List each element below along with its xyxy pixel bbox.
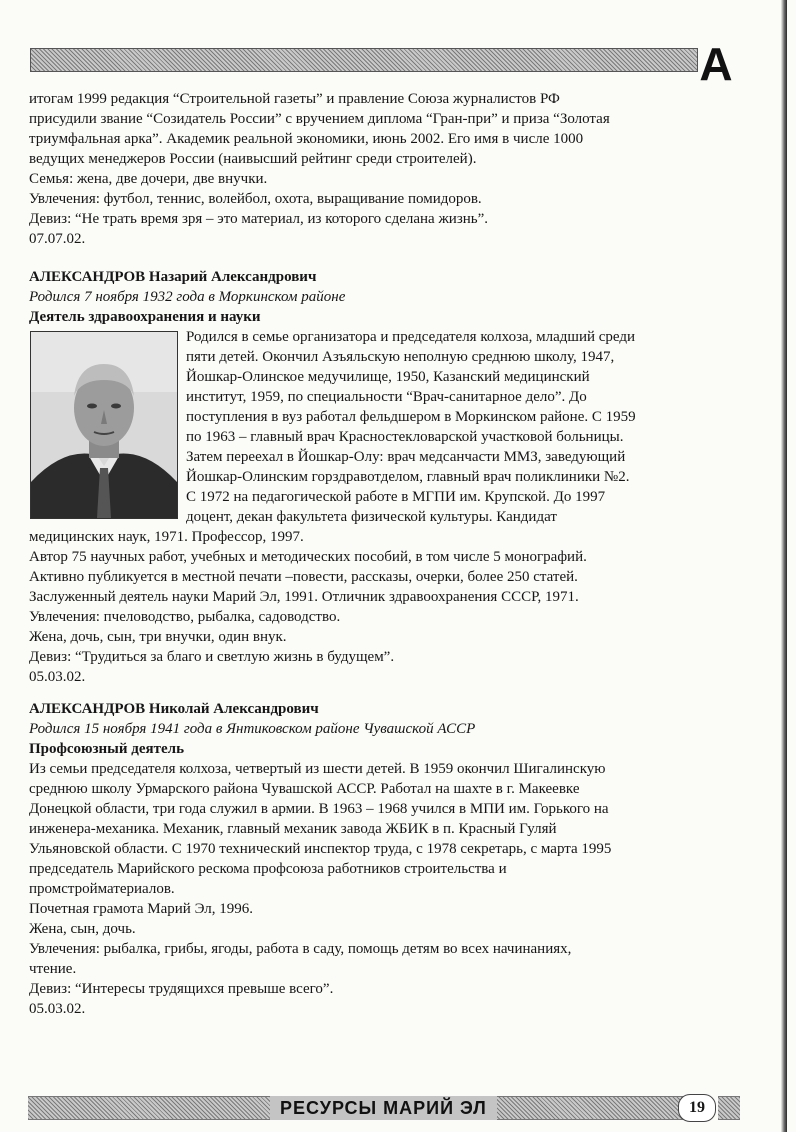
- text-line: чтение.: [29, 961, 77, 977]
- entry-name: АЛЕКСАНДРОВ Назарий Александрович: [29, 269, 317, 285]
- entry-birth: Родился 7 ноября 1932 года в Моркинском районе: [29, 289, 346, 305]
- text-line: Девиз: “Интересы трудящихся превыше всего”.: [29, 981, 334, 997]
- text-line: Затем переехал в Йошкар-Олу: врач медсанчасти ММЗ, заведующий: [186, 449, 626, 465]
- text-line: Заслуженный деятель науки Марий Эл, 1991. Отличник здравоохранения СССР, 1971.: [29, 589, 579, 605]
- text-line: поступления в вуз работал фельдшером в Моркинском районе. С 1959: [186, 409, 636, 425]
- intro-continuation: [29, 89, 751, 249]
- text-line: С 1972 на педагогической работе в МГПИ им. Крупской. До 1997: [186, 489, 606, 505]
- entry-role: Профсоюзный деятель: [29, 741, 185, 757]
- text-line: триумфальная арка”. Академик реальной экономики, июнь 2002. Его имя в числе 1000: [29, 131, 584, 147]
- text-line: 07.07.02.: [29, 231, 86, 247]
- text-line: Жена, сын, дочь.: [29, 921, 136, 937]
- text-line: Увлечения: рыбалка, грибы, ягоды, работа в саду, помощь детям во всех начинаниях,: [29, 941, 572, 957]
- text-line: пяти детей. Окончил Азъяльскую неполную среднюю школу, 1947,: [186, 349, 615, 365]
- text-line: Родился в семье организатора и председателя колхоза, младший среди: [186, 329, 636, 345]
- text-line: Ульяновской области. С 1970 технический инспектор труда, с 1978 секретарь, с марта 1995: [29, 841, 612, 857]
- text-line: Увлечения: пчеловодство, рыбалка, садоводство.: [29, 609, 341, 625]
- footer-title: РЕСУРСЫ МАРИЙ ЭЛ: [270, 1096, 497, 1120]
- entry-nazariy: [29, 267, 751, 687]
- text-line: промстройматериалов.: [29, 881, 175, 897]
- text-line: 05.03.02.: [29, 669, 86, 685]
- text-line: Девиз: “Трудиться за благо и светлую жизнь в будущем”.: [29, 649, 395, 665]
- entry-role: Деятель здравоохранения и науки: [29, 309, 261, 325]
- entry-nikolay: [29, 699, 751, 1019]
- text-line: Донецкой области, три года служил в армии. В 1963 – 1968 учился в МПИ им. Горького на: [29, 801, 609, 817]
- text-line: Жена, дочь, сын, три внучки, один внук.: [29, 629, 287, 645]
- text-line: 05.03.02.: [29, 1001, 86, 1017]
- text-line: Девиз: “Не трать время зря – это материал, из которого сделана жизнь”.: [29, 211, 489, 227]
- portrait-photo: [30, 331, 178, 519]
- entry-name: АЛЕКСАНДРОВ Николай Александрович: [29, 701, 319, 717]
- text-line: медицинских наук, 1971. Профессор, 1997.: [29, 529, 304, 545]
- text-line: Семья: жена, две дочери, две внучки.: [29, 171, 268, 187]
- text-line: Из семьи председателя колхоза, четвертый из шести детей. В 1959 окончил Шигалинскую: [29, 761, 606, 777]
- header-band: [30, 48, 698, 72]
- section-letter: А: [699, 38, 733, 90]
- text-line: институт, 1959, по специальности “Врач-санитарное дело”. До: [186, 389, 587, 405]
- text-line: по 1963 – главный врач Красностекловарской участковой больницы.: [186, 429, 624, 445]
- text-line: Увлечения: футбол, теннис, волейбол, охота, выращивание помидоров.: [29, 191, 482, 207]
- text-line: Почетная грамота Марий Эл, 1996.: [29, 901, 254, 917]
- page-number: 19: [678, 1094, 716, 1122]
- text-line: ведущих менеджеров России (наивысший рейтинг среди строителей).: [29, 151, 477, 167]
- text-line: Автор 75 научных работ, учебных и методических пособий, в том числе 5 монографий.: [29, 549, 587, 565]
- text-line: Йошкар-Олинское медучилище, 1950, Казанский медицинский: [186, 369, 590, 385]
- text-line: Йошкар-Олинским горздравотделом, главный врач поликлиники №2.: [186, 469, 630, 485]
- text-line: инженера-механика. Механик, главный механик завода ЖБИК в п. Красный Гуляй: [29, 821, 557, 837]
- text-line: председатель Марийского рескома профсоюза работников строительства и: [29, 861, 507, 877]
- text-line: итогам 1999 редакция “Строительной газеты” и правление Союза журналистов РФ: [29, 91, 560, 107]
- text-line: присудили звание “Созидатель России” с вручением диплома “Гран-при” и приза “Золотая: [29, 111, 610, 127]
- footer-band-tail: [718, 1096, 740, 1120]
- page-edge-shadow: [781, 0, 787, 1132]
- text-line: Активно публикуется в местной печати –повести, рассказы, очерки, более 250 статей.: [29, 569, 578, 585]
- text-line: доцент, декан факультета физической культуры. Кандидат: [186, 509, 557, 525]
- text-line: среднюю школу Урмарского района Чувашской АССР. Работал на шахте в г. Макеевке: [29, 781, 580, 797]
- entry-birth: Родился 15 ноября 1941 года в Янтиковском районе Чувашской АССР: [29, 721, 476, 737]
